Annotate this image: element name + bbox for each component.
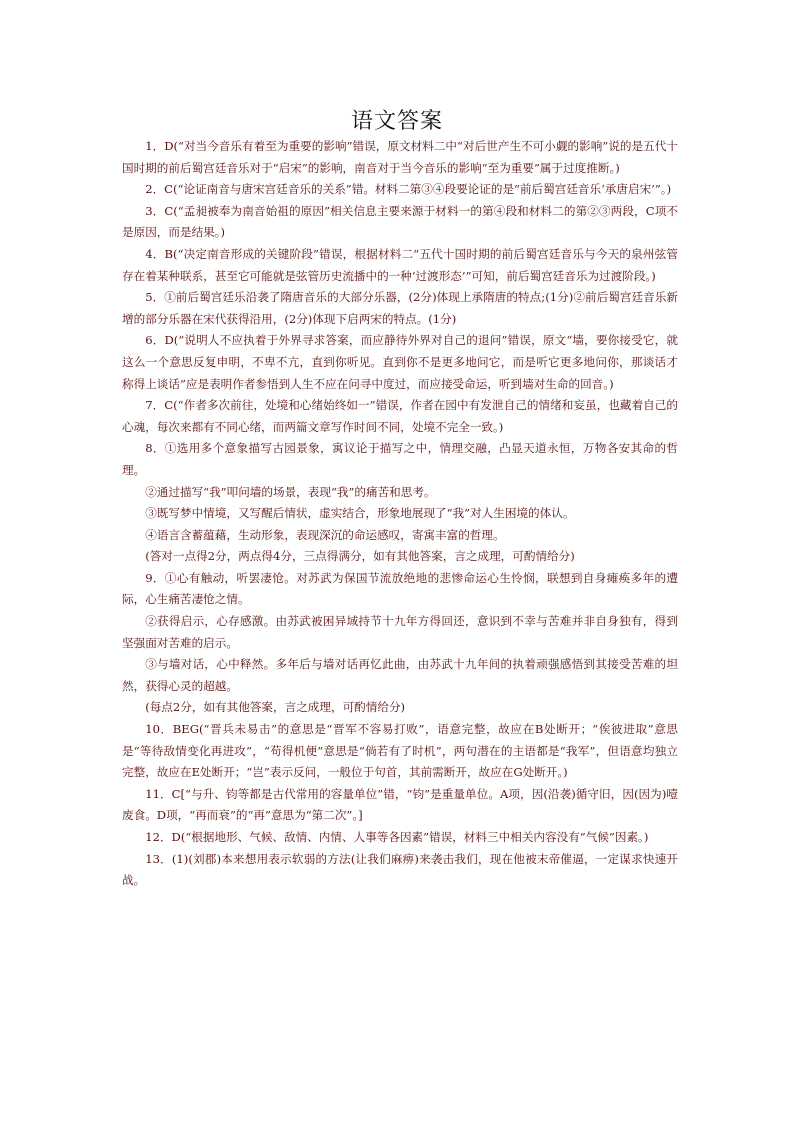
answer-8-point-4: ④语言含蓄蕴藉，生动形象，表现深沉的命运感叹，寄寓丰富的哲理。 [145,527,505,542]
answer-9-point-2: ②获得启示，心存感激。由苏武被困异域持节十九年方得回还，意识到不幸与苦难并非自身独有，得到坚强面对苦难的启示。 [122,614,678,650]
answer-13: 13．(1)(刘郡)本来想用表示软弱的方法(让我们麻痹)来袭击我们，现在他被末帝催逼，一定谋求快速开战。 [122,851,678,888]
answer-body [122,136,678,892]
answer-7: 7．C(“作者多次前往，处境和心绪始终如一”错误，作者在园中有发泄自己的情绪和妄虽，也藏着自己的心魂，每次来都有不同心绪，而两篇文章写作时间不同，处境不完全一致。) [122,398,678,434]
answer-5: 5．①前后蜀宫廷乐沿袭了隋唐音乐的大部分乐器，(2分)体现上承隋唐的特点;(1分)②前后蜀宫廷音乐新增的部分乐器在宋代获得沿用，(2分)体现下启两宋的特点。(1分) [122,290,678,326]
answer-8-point-2: ②通过描写“我”叩问墙的场景，表现“我”的痛苦和思考。 [145,484,436,499]
answer-1: 1．D(“对当今音乐有着至为重要的影响”错误，原文材料二中“对后世产生不可小觑的影响”说的是五代十国时期的前后蜀宫廷音乐对于“启宋”的影响，南音对于当今音乐的影响“至为重要”属于过度推断。) [122,139,678,175]
answer-8-point-3: ③既写梦中情境，又写醒后情状，虚实结合，形象地展现了“我”对人生困境的体认。 [145,506,575,521]
answer-8-scoring-note: (答对一点得2分，两点得4分，三点得满分，如有其他答案，言之成理，可酌情给分) [145,549,575,564]
answer-9-point-3: ③与墙对话，心中释然。多年后与墙对话再忆此曲，由苏武十九年间的执着顽强感悟到其接受苦难的坦然，获得心灵的超越。 [122,657,678,693]
answer-9-scoring-note: (每点2分，如有其他答案，言之成理，可酌情给分) [145,700,406,715]
answer-10: 10．BEG(“晋兵未易击”的意思是“晋军不容易打败”，语意完整，故应在B处断开；“俟彼进取”意思是“等待敌情变化再进攻”，“苟得机便”意思是“倘若有了时机”，两句潜在的主语都是“我军”，但语意均独立完整，故应在E处断开；“岂”表示反问，一般位于句首，其前需断开，故应在G处断开。) [122,722,678,780]
page-title: 语文答案 [350,109,443,134]
answer-3: 3．C(“孟昶被奉为南音始祖的原因”相关信息主要来源于材料一的第④段和材料二的第②③两段，C项不是原因，而是结果。) [122,203,678,240]
answer-12: 12．D(“根据地形、气候、敌情、内情、人事等各因素”错误，材料三中相关内容没有“气候”因素。) [145,830,649,844]
answer-8-point-1: 8．①选用多个意象描写古园景象，寓议论于描写之中，情理交融，凸显天道永恒，万物各安其命的哲理。 [122,441,678,477]
answer-4: 4．B(“决定南音形成的关键阶段”错误，根据材料二“五代十国时期的前后蜀宫廷音乐与今天的泉州弦管存在着某种联系，甚至它可能就是弦管历史流播中的一种‘过渡形态’”可知，前后蜀宫廷音乐为过渡阶段。) [122,246,678,283]
answer-11: 11．C[“与升、钧等都是古代常用的容量单位”错，“钧”是重量单位。A项，因(沿袭)循守旧，因(因为)噎废食。D项，“再而衰”的“再”意思为“第二次”。] [122,786,678,823]
answer-6: 6．D(“说明人不应执着于外界寻求答案，而应静待外界对自己的退问”错误，原文“墙，要你接受它，就这么一个意思反复申明，不卑不亢，直到你听见。直到你不是更多地问它，而是听它更多地问你，那谈话才称得上谈话”应是表明作者参悟到人生不应在问寻中度过，而应接受命运，听到墙对生命的回音。) [122,333,678,391]
answer-2: 2．C(“论证南音与唐宋宫廷音乐的关系”错。材料二第③④段要论证的是“前后蜀宫廷音乐‘承唐启宋’”。) [145,182,672,197]
answer-9-point-1: 9．①心有触动，听罢凄怆。对苏武为保国节流放绝地的悲惨命运心生怜悯，联想到自身瘫痪多年的遭际，心生痛苦凄怆之情。 [122,570,678,607]
